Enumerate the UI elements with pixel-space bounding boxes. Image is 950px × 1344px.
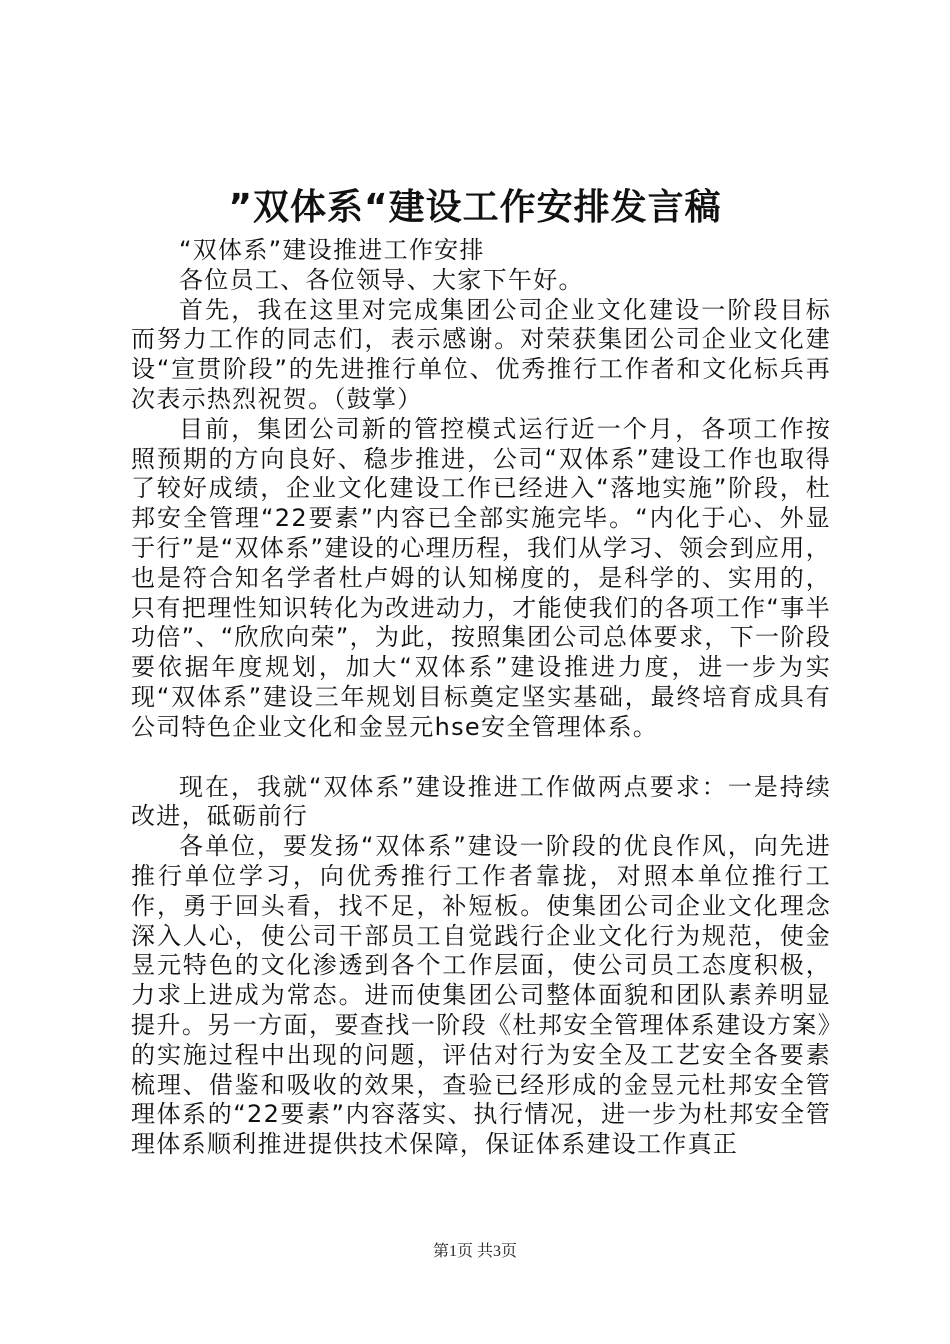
page-number: 第1页 共3页 bbox=[432, 1243, 517, 1260]
document-title: ”双体系“建设工作安排发言稿 bbox=[228, 187, 722, 228]
paragraph-heading: “双体系”建设推进工作安排 bbox=[179, 236, 485, 264]
paragraph-thanks: 首先，我在这里对完成集团公司企业文化建设一阶段目标而努力工作的同志们，表示感谢。对荣获集团公司企业文化建设“宣贯阶段”的先进推行单位、优秀推行工作者和文化标兵再次表示热烈祝贺。（鼓掌） bbox=[131, 295, 831, 413]
document-body bbox=[131, 236, 831, 1160]
paragraph-requirements: 现在，我就“双体系”建设推进工作做两点要求：一是持续改进，砥砺前行 bbox=[131, 772, 831, 831]
paragraph-greeting: 各位员工、各位领导、大家下午好。 bbox=[179, 265, 584, 294]
paragraph-units: 各单位，要发扬“双体系”建设一阶段的优良作风，向先进推行单位学习，向优秀推行工作者靠拢，对照本单位推行工作，勇于回头看，找不足，补短板。使集团公司企业文化理念深入人心，使公司干部员工自觉践行企业文化行为规范，使金昱元特色的文化渗透到各个工作层面，使公司员工态度积极，力求上进成为常态。进而使集团公司整体面貌和团队素养明显提升。另一方面，要查找一阶段《杜邦安全管理体系建设方案》的实施过程中出现的问题，评估对行为安全及工艺安全各要素梳理、借鉴和吸收的效果，查验已经形成的金昱元杜邦安全管理体系的“22要素”内容落实、执行情况，进一步为杜邦安全管理体系顺利推进提供技术保障，保证体系建设工作真正 bbox=[131, 832, 831, 1159]
paragraph-progress: 目前，集团公司新的管控模式运行近一个月，各项工作按照预期的方向良好、稳步推进，公司“双体系”建设工作也取得了较好成绩，企业文化建设工作已经进入“落地实施”阶段，杜邦安全管理“22要素”内容已全部实施完毕。“内化于心、外显于行”是“双体系”建设的心理历程，我们从学习、领会到应用，也是符合知名学者杜卢姆的认知梯度的，是科学的、实用的，只有把理性知识转化为改进动力，才能使我们的各项工作“事半功倍”、“欣欣向荣”，为此，按照集团公司总体要求，下一阶段要依据年度规划，加大“双体系”建设推进力度，进一步为实现“双体系”建设三年规划目标奠定坚实基础，最终培育成具有公司特色企业文化和金昱元hse安全管理体系。 bbox=[131, 414, 831, 741]
